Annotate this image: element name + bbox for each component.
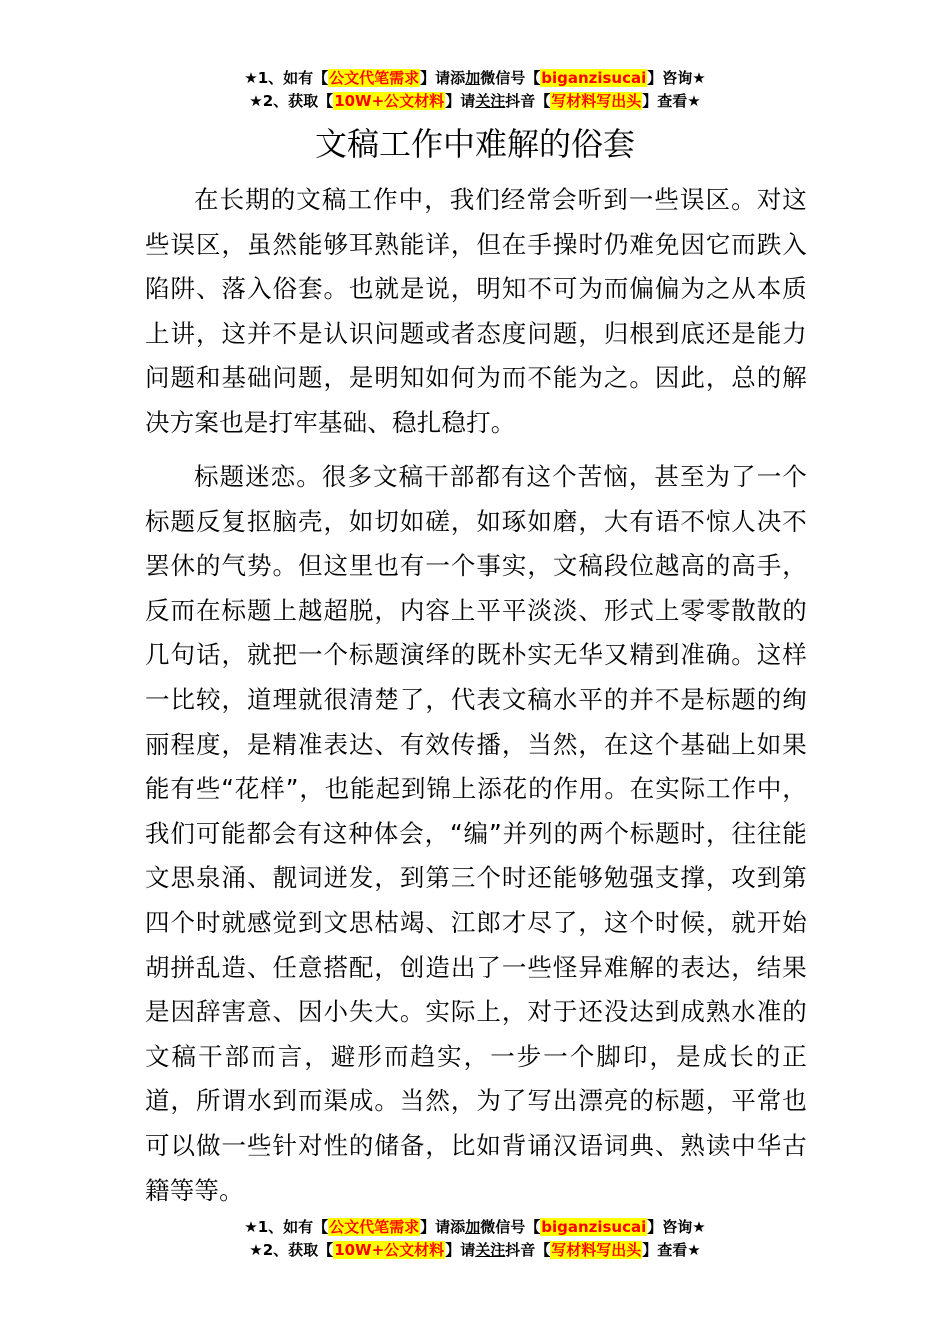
promo-line-1 bbox=[0, 67, 950, 90]
promo-text: 】查看★ bbox=[642, 92, 701, 110]
promo-text: 】请 bbox=[445, 92, 476, 110]
promo-highlight-wechat-id: biganzisucai bbox=[541, 1218, 647, 1236]
document-title: 文稿工作中难解的俗套 bbox=[314, 125, 635, 163]
promo-highlight: 公文代笔需求 bbox=[329, 69, 420, 87]
promo-text: ★2、获取【 bbox=[249, 1241, 334, 1259]
promo-highlight: 10W+公文材料 bbox=[334, 92, 445, 110]
promo-text: 】请 bbox=[445, 1241, 476, 1259]
promo-underlined-text: 加 bbox=[465, 69, 481, 87]
promo-text: 微信号【 bbox=[480, 1218, 541, 1236]
promo-text: 抖音【 bbox=[505, 1241, 551, 1259]
promo-text: 】咨询★ bbox=[647, 69, 706, 87]
promo-text: 】请添 bbox=[420, 1218, 466, 1236]
promo-line-2 bbox=[0, 90, 950, 113]
promo-text: 】咨询★ bbox=[647, 1218, 706, 1236]
promo-underlined-text: 关注 bbox=[475, 92, 506, 110]
promo-highlight: 10W+公文材料 bbox=[334, 1241, 445, 1259]
promo-highlight-douyin-account: 写材料写出头 bbox=[551, 1241, 642, 1259]
promo-highlight-wechat-id: biganzisucai bbox=[541, 69, 647, 87]
promo-highlight-douyin-account: 写材料写出头 bbox=[551, 92, 642, 110]
promo-banner-top bbox=[0, 67, 950, 113]
promo-text: ★2、获取【 bbox=[249, 92, 334, 110]
promo-text: 】查看★ bbox=[642, 1241, 701, 1259]
promo-line-1 bbox=[0, 1216, 950, 1239]
paragraph-intro: 在长期的文稿工作中，我们经常会听到一些误区。对这些误区，虽然能够耳熟能详，但在手操时仍难免因它而跌入陷阱、落入俗套。也就是说，明知不可为而偏偏为之从本质上讲，这并不是认识问题或者态度问题，归根到底还是能力问题和基础问题，是明知如何为而不能为之。因此，总的解决方案也是打牢基础、稳扎稳打。 bbox=[145, 185, 807, 437]
promo-highlight: 公文代笔需求 bbox=[329, 1218, 420, 1236]
promo-underlined-text: 加 bbox=[465, 1218, 481, 1236]
promo-text: 】请添 bbox=[420, 69, 466, 87]
promo-line-2 bbox=[0, 1239, 950, 1262]
promo-text: 抖音【 bbox=[505, 92, 551, 110]
promo-text: ★1、如有【 bbox=[244, 1218, 329, 1236]
promo-banner-bottom bbox=[0, 1216, 950, 1262]
paragraph-title-obsession: 标题迷恋。很多文稿干部都有这个苦恼，甚至为了一个标题反复抠脑壳，如切如磋，如琢如磨，大有语不惊人决不罢休的气势。但这里也有一个事实，文稿段位越高的高手，反而在标题上越超脱，内容上平平淡淡、形式上零零散散的几句话，就把一个标题演绎的既朴实无华又精到准确。这样一比较，道理就很清楚了，代表文稿水平的并不是标题的绚丽程度，是精准表达、有效传播，当然，在这个基础上如果能有些“花样”，也能起到锦上添花的作用。在实际工作中，我们可能都会有这种体会，“编”并列的两个标题时，往往能文思泉涌、靓词迸发，到第三个时还能够勉强支撑，攻到第四个时就感觉到文思枯竭、江郎才尽了，这个时候，就开始胡拼乱造、任意搭配，创造出了一些怪异难解的表达，结果是因辞害意、因小失大。实际上，对于还没达到成熟水准的文稿干部而言，避形而趋实，一步一个脚印，是成长的正道，所谓水到而渠成。当然，为了写出漂亮的标题，平常也可以做一些针对性的储备，比如背诵汉语词典、熟读中华古籍等等。 bbox=[145, 462, 807, 1205]
promo-text: 微信号【 bbox=[480, 69, 541, 87]
promo-text: ★1、如有【 bbox=[244, 69, 329, 87]
promo-underlined-text: 关注 bbox=[475, 1241, 506, 1259]
